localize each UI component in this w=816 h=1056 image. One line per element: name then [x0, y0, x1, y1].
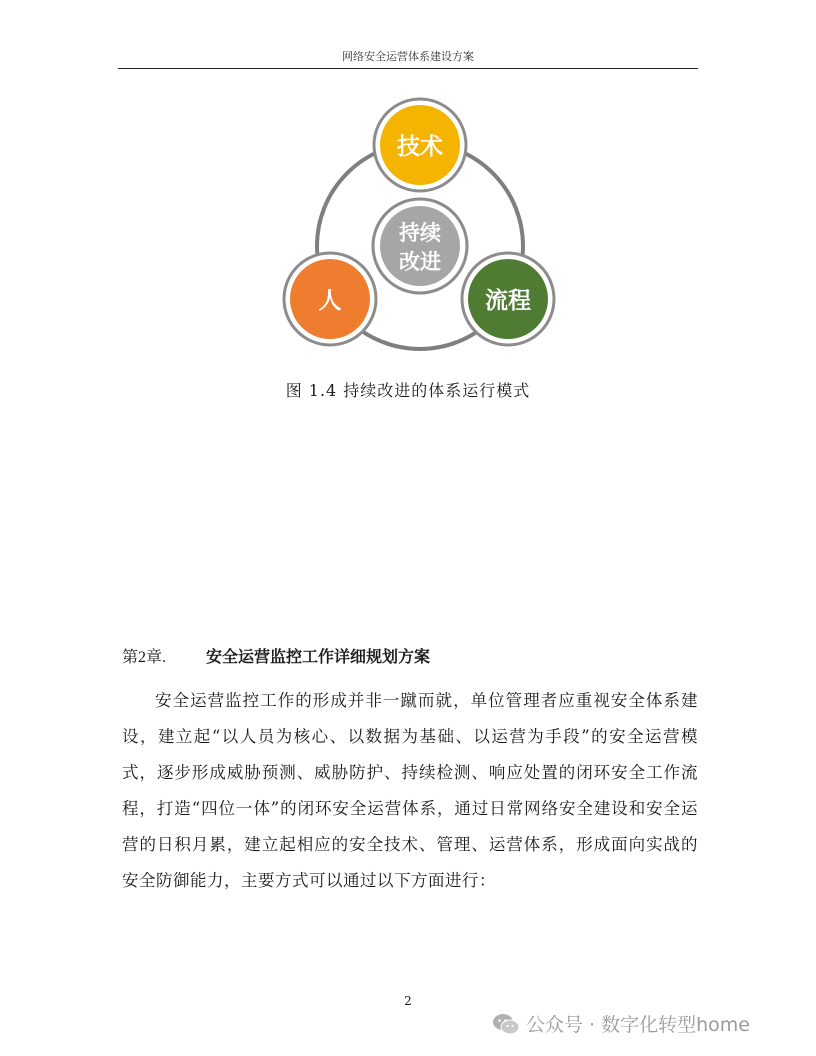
center-label-line1: 持续	[399, 221, 441, 245]
watermark-text: 公众号 · 数字化转型home	[526, 1014, 750, 1036]
page-number: 2	[404, 994, 412, 1008]
wechat-icon	[492, 1013, 520, 1035]
people-label: 人	[318, 288, 342, 314]
chapter-number: 第2章.	[122, 649, 167, 666]
process-node	[462, 253, 554, 345]
body-paragraph: 安全运营监控工作的形成并非一蹴而就，单位管理者应重视安全体系建设，建立起“以人员为核心、以数据为基础、以运营为手段”的安全运营模式，逐步形成威胁预测、威胁防护、持续检测、响应处置的闭环安全工作流程，打造“四位一体”的闭环安全运营体系，通过日常网络安全建设和安全运营的日积月累，建立起相应的安全技术、管理、运营体系，形成面向实战的安全防御能力，主要方式可以通过以下方面进行：	[122, 691, 698, 890]
center-node	[373, 199, 467, 293]
watermark	[492, 1010, 750, 1037]
continuous-improvement-diagram	[270, 96, 570, 361]
people-node	[284, 253, 376, 345]
tech-label: 技术	[397, 134, 443, 160]
process-label: 流程	[485, 288, 531, 314]
tech-node	[374, 99, 466, 191]
page-header: 网络安全运营体系建设方案	[118, 48, 698, 69]
chapter-title: 安全运营监控工作详细规划方案	[206, 647, 431, 666]
center-label-line2: 改进	[399, 250, 441, 274]
chapter-heading	[122, 644, 430, 667]
figure-caption: 图 1.4 持续改进的体系运行模式	[285, 381, 531, 400]
